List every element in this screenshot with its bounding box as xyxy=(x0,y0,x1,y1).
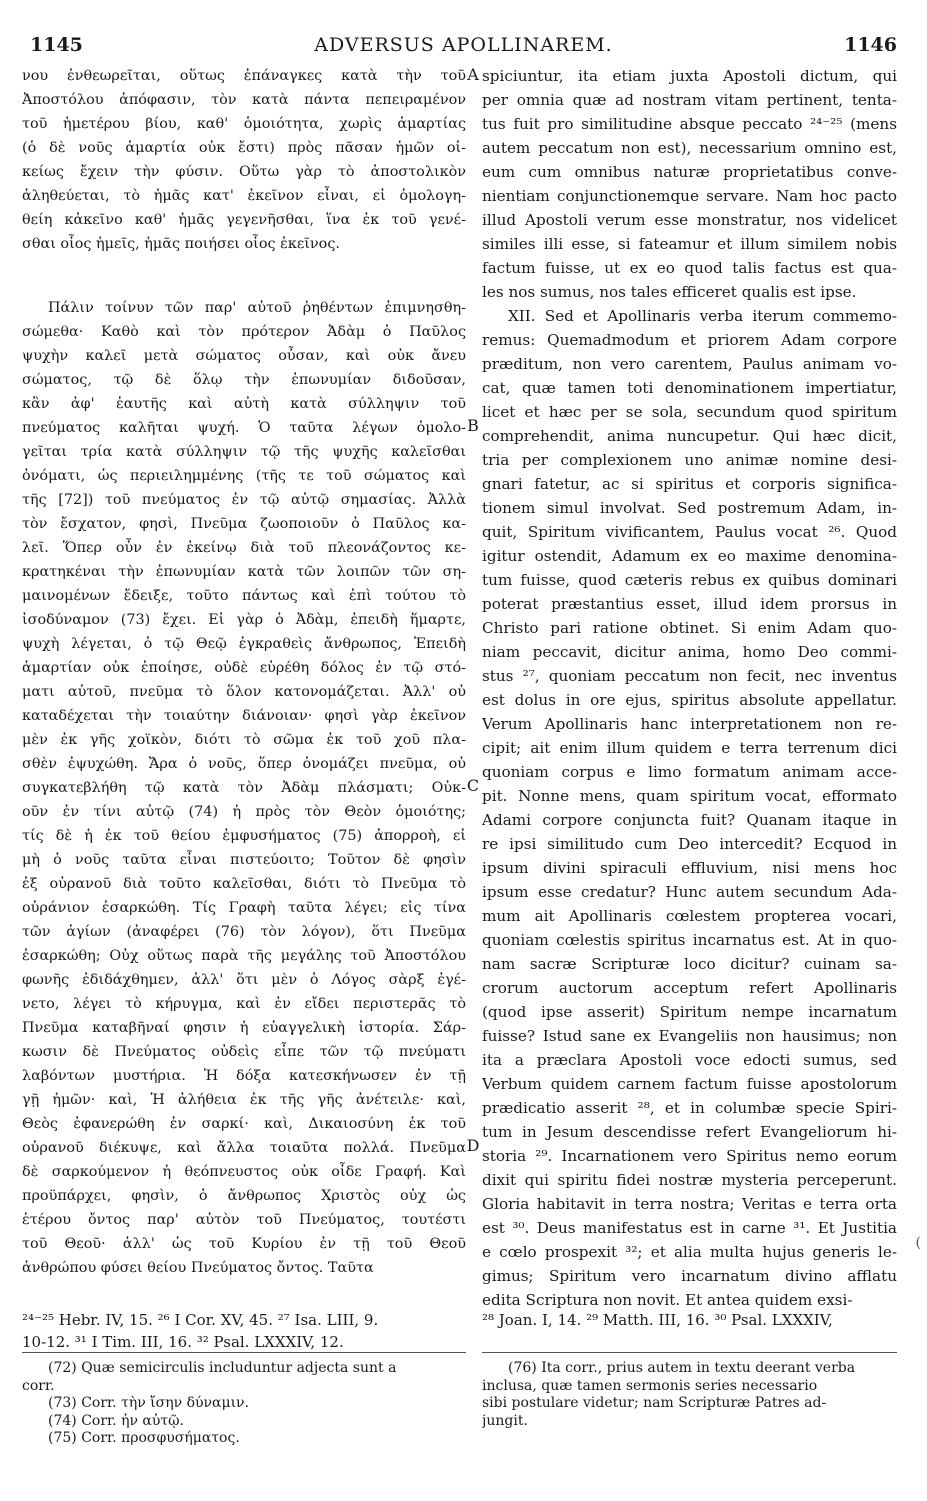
text-line: pit. Nonne mens, quam spiritum vocat, efformato xyxy=(482,787,897,805)
margin-letter-b: B xyxy=(467,416,479,435)
text-line: poterat præstantius esset, illud idem prorsus in xyxy=(482,595,897,613)
text-line: cat, quæ tamen toti denominationem impertiatur, xyxy=(482,379,897,397)
text-line: μαινομένων ἔδειξε, τοῦτο πάντως καὶ ἐπὶ τούτου τὸ xyxy=(22,588,466,604)
text-line: ἀνθρώπου φύσει θείου Πνεύματος ὄντος. Ταῦτα xyxy=(22,1260,374,1276)
text-line: ἐσαρκώθη; Οὐχ οὕτως παρὰ τῆς μεγάλης τοῦ Ἀποστόλου xyxy=(22,948,466,964)
text-line: storia ²⁹. Incarnationem vero Spiritus nemo eorum xyxy=(482,1147,897,1165)
text-line: μὲν ἐκ γῆς χοϊκὸν, διότι τὸ σῶμα ἐκ τοῦ χοῦ πλα- xyxy=(22,732,466,748)
text-line: illud Apostoli verum esse monstratur, nos videlicet xyxy=(482,211,897,229)
text-line: jungit. xyxy=(482,1412,528,1429)
text-line: (74) Corr. ἦν αὐτῷ. xyxy=(48,1412,185,1429)
text-line: sibi postulare videtur; nam Scripturæ Patres ad- xyxy=(482,1395,827,1411)
text-line: (72) Quæ semicirculis includuntur adjecta sunt a xyxy=(48,1360,397,1376)
text-line: καταδέχεται τὴν τοιαύτην διάνοιαν· φησὶ γὰρ ἐκεῖνον xyxy=(22,708,466,724)
text-line: Πνεῦμα καταβῆναί φησιν ἡ εὐαγγελικὴ ἱστορία. Σάρ- xyxy=(22,1020,466,1036)
text-line: tria per complexionem uno animæ nomine desi- xyxy=(482,451,897,469)
text-line: ἑτέρου ὄντος παρ' αὐτὸν τοῦ Πνεύματος, τουτέστι xyxy=(22,1212,466,1228)
text-line: ἀληθεύεται, τὸ ἡμᾶς κατ' ἐκεῖνον εἶναι, εἰ ὁμολογη- xyxy=(22,188,466,204)
text-line: les nos sumus, nos tales efficeret qualis est ipse. xyxy=(482,283,857,301)
text-line: spiciuntur, ita etiam juxta Apostoli dictum, qui xyxy=(482,67,897,85)
right-page-number: 1146 xyxy=(844,34,897,56)
text-line: igitur ostendit, Adamum ex eo maxime denomina- xyxy=(482,547,897,565)
text-line: ita a præclara Apostoli voce edocti sumus, sed xyxy=(482,1051,897,1069)
text-line: σώμεθα· Καθὸ καὶ τὸν πρότερον Ἀδὰμ ὁ Παῦλος xyxy=(22,324,466,340)
text-line: gnari fatetur, ac si spiritus et corporis significa- xyxy=(482,475,897,493)
greek-paragraph-1 xyxy=(22,64,466,256)
scripture-refs-left xyxy=(22,1309,466,1353)
text-line: autem peccatum non est), necessarium omnino est, xyxy=(482,139,897,157)
text-line: οῦν ἐν τίνι αὐτῷ (74) ἡ πρὸς τὸν Θεὸν ὁμοιότης; xyxy=(22,804,466,820)
text-line: re ipsi similitudo cum Deo intercedit? Ecquod in xyxy=(482,835,897,853)
text-line: νου ἐνθεωρεῖται, οὕτως ἐπάναγκες κατὰ τὴν τοῦ xyxy=(22,68,466,84)
text-line: πνεύματος καλῆται ψυχή. Ὁ ταῦτα λέγων ὁμολο- xyxy=(22,420,466,436)
text-line: est ³⁰. Deus manifestatus est in carne ³¹. Et Justitia xyxy=(482,1219,897,1237)
text-line: συγκατεβλήθη τῷ κατὰ τὸν Ἀδὰμ πλάσματι; Οὐκ- xyxy=(22,780,466,796)
text-line: quoniam cœlestis spiritus incarnatus est. At in quo- xyxy=(482,931,897,949)
text-line: προϋπάρχει, φησὶν, ὁ ἄνθρωπος Χριστὸς οὐχ ὡς xyxy=(22,1188,466,1204)
text-line: cipit; ait enim illum quidem e terra terrenum dici xyxy=(482,739,897,757)
text-line: prædicatio asserit ²⁸, et in columbæ specie Spiri- xyxy=(482,1099,897,1117)
text-line: tionem simul involvat. Sed postremum Adam, in- xyxy=(482,499,897,517)
margin-letter-d: D xyxy=(466,1136,480,1155)
text-line: quoniam corpus e limo formatum animam acce- xyxy=(482,763,897,781)
text-line: φωνῆς ἐδιδάχθημεν, ἀλλ' ὅτι μὲν ὁ Λόγος σὰρξ ἐγέ- xyxy=(22,972,466,988)
text-line: Ἀποστόλου ἀπόφασιν, τὸν κατὰ πάντα πεπειραμένον xyxy=(22,92,466,108)
text-line: ψυχὴ λέγεται, ὁ τῷ Θεῷ ἐγκραθεὶς ἄνθρωπος, Ἐπειδὴ xyxy=(22,636,466,652)
text-line: tum fuisse, quod cæteris rebus ex quibus dominari xyxy=(482,571,897,589)
text-line: Verum Apollinaris hanc interpretationem non re- xyxy=(482,715,897,733)
text-line: (76) Ita corr., prius autem in textu deerant verba xyxy=(508,1360,856,1376)
text-line: ipsum esse credatur? Hunc autem secundum Ada- xyxy=(482,883,897,901)
text-line: mum ait Apollinaris cœlestem propterea vocari, xyxy=(482,907,897,925)
footnote-rule-right xyxy=(482,1352,897,1353)
footnote-rule-left xyxy=(22,1352,466,1353)
text-line: ²⁸ Joan. I, 14. ²⁹ Matth. III, 16. ³⁰ Psal. LXXXIV, xyxy=(482,1311,833,1329)
text-line: κωσιν δὲ Πνεύματος οὐδεὶς εἶπε τῶν τῷ πνεύματι xyxy=(22,1044,466,1060)
text-line: κἂν ἀφ' ἑαυτῆς καὶ αὐτὴ κατὰ σύλληψιν τοῦ xyxy=(22,396,466,412)
text-line: νετο, λέγει τὸ κήρυγμα, καὶ ἐν εἴδει περιστερᾶς τὸ xyxy=(22,996,466,1012)
text-line: τίς δὲ ἡ ἐκ τοῦ θείου ἐμφυσήματος (75) ἀπορροὴ, εἰ xyxy=(22,828,466,844)
text-line: ὀνόματι, ὡς περιειλημμένης (τῆς τε τοῦ σώματος καὶ xyxy=(22,468,466,484)
text-line: ipsum divini spiraculi effluvium, nisi mens hoc xyxy=(482,859,897,877)
text-line: Πάλιν τοίνυν τῶν παρ' αὐτοῦ ῥηθέντων ἐπιμνησθη- xyxy=(48,300,466,316)
text-line: tum in Jesum descendisse refert Evangeliorum hi- xyxy=(482,1123,897,1141)
text-line: crorum auctorum acceptum refert Apollinaris xyxy=(482,979,897,997)
text-line: (75) Corr. προσφυσήματος. xyxy=(48,1430,240,1446)
text-line: Verbum quidem carnem factum fuisse apostolorum xyxy=(482,1075,897,1093)
text-line: similes illi esse, si fateamur et illum similem nobis xyxy=(482,235,897,253)
text-line: inclusa, quæ tamen sermonis series necessario xyxy=(482,1377,818,1394)
text-line: δὲ σαρκούμενον ἡ θεόπνευστος οὐκ οἶδε Γραφή. Καὶ xyxy=(22,1164,466,1180)
text-line: τοῦ ἡμετέρου βίου, καθ' ὁμοιότητα, χωρὶς ἁμαρτίας xyxy=(22,116,466,132)
text-line: (73) Corr. τὴν ἴσην δύναμιν. xyxy=(48,1395,250,1411)
text-line: μὴ ὁ νοῦς ταῦτα εἶναι πιστεύοιτο; Τοῦτον δὲ φησὶν xyxy=(22,852,466,868)
text-line: Adami corpore conjuncta fuit? Quanam itaque in xyxy=(482,811,897,829)
text-line: λαβόντων μυστήρια. Ἡ δόξα κατεσκήνωσεν ἐν τῇ xyxy=(22,1068,466,1084)
text-line: corr. xyxy=(22,1377,55,1394)
text-line: ἁμαρτίαν οὐκ ἐποίησε, οὐδὲ εὑρέθη δόλος ἐν τῷ στό- xyxy=(22,660,466,676)
text-line: ψυχὴν καλεῖ μετὰ σώματος οὖσαν, καὶ οὐκ ἄνευ xyxy=(22,348,466,364)
scripture-refs-right xyxy=(482,1309,897,1331)
text-line: stus ²⁷, quoniam peccatum non fecit, nec inventus xyxy=(482,667,897,685)
text-line: γῇ ἡμῶν· καὶ, Ἡ ἀλήθεια ἐκ τῆς γῆς ἀνέτειλε· καὶ, xyxy=(22,1092,466,1108)
text-line: 10-12. ³¹ I Tim. III, 16. ³² Psal. LXXXIV, 12. xyxy=(22,1333,344,1351)
editor-notes-right xyxy=(482,1360,897,1430)
text-line: præditum, non vero carentem, Paulus animam vo- xyxy=(482,355,897,373)
text-line: ἰσοδύναμον (73) ἔχει. Εἰ γὰρ ὁ Ἀδὰμ, ἐπειδὴ ἥμαρτε, xyxy=(22,612,466,628)
text-line: Christo pari ratione obtinet. Si enim Adam quo- xyxy=(482,619,897,637)
text-line: remus: Quemadmodum et priorem Adam corpore xyxy=(482,331,897,349)
greek-paragraph-2 xyxy=(22,296,466,1280)
text-line: Θεὸς ἐφανερώθη ἐν σαρκί· καὶ, Δικαιοσύνη ἐκ τοῦ xyxy=(22,1116,466,1132)
text-line: τῶν ἁγίων (ἀναφέρει (76) τὸν λόγον), ὅτι Πνεῦμα xyxy=(22,924,466,940)
text-line: quit, Spiritum vivificantem, Paulus vocat ²⁶. Quod xyxy=(482,523,897,541)
page-header xyxy=(22,34,905,60)
text-line: (ὁ δὲ νοῦς ἁμαρτία οὐκ ἔστι) πρὸς πᾶσαν ἡμῶν οἰ- xyxy=(22,140,466,156)
running-title: ADVERSUS APOLLINAREM. xyxy=(314,34,613,56)
text-line: eum cum omnibus naturæ proprietatibus conve- xyxy=(482,163,897,181)
text-line: (quod ipse asserit) Spiritum nempe incarnatum xyxy=(482,1003,897,1021)
text-line: factum fuisse, ut ex eo quod talis factus est qua- xyxy=(482,259,897,277)
text-line: ἐξ οὐρανοῦ διὰ τοῦτο καλεῖσθαι, διότι τὸ Πνεῦμα τὸ xyxy=(22,876,466,892)
margin-letter-c: C xyxy=(466,776,480,795)
text-line: per omnia quæ ad nostram vitam pertinent, tenta- xyxy=(482,91,897,109)
text-line: gimus; Spiritum vero incarnatum divino afflatu xyxy=(482,1267,897,1285)
text-line: fuisse? Istud sane ex Evangeliis non hausimus; non xyxy=(482,1027,897,1045)
text-line: θείη κἀκεῖνο καθ' ἡμᾶς γεγενῆσθαι, ἵνα ἐκ τοῦ γενέ- xyxy=(22,212,466,228)
text-line: κρατηκέναι τὴν ἐπωνυμίαν κατὰ τῶν λοιπῶν τῶν ση- xyxy=(22,564,466,580)
text-line: λεῖ. Ὅπερ οὖν ἐν ἐκείνῳ διὰ τοῦ πλεονάζοντος κε- xyxy=(22,540,466,556)
text-line: e cœlo prospexit ³²; et alia multa hujus generis le- xyxy=(482,1243,897,1261)
text-line: nam sacræ Scripturæ loco dicitur? cuinam sa- xyxy=(482,955,897,973)
text-line: est dolus in ore ejus, spiritus absolute appellatur. xyxy=(482,691,897,709)
text-line: οὐράνιον ἐσαρκώθη. Τίς Γραφὴ ταῦτα λέγει; εἰς τίνα xyxy=(22,900,466,916)
text-line: ²⁴⁻²⁵ Hebr. IV, 15. ²⁶ I Cor. XV, 45. ²⁷ Isa. LIII, 9. xyxy=(22,1311,379,1329)
text-line: Gloria habitavit in terra nostra; Veritas e terra orta xyxy=(482,1195,897,1213)
text-line: οὐρανοῦ διέκυψε, καὶ ἄλλα τοιαῦτα πολλά. Πνεῦμα xyxy=(22,1140,466,1156)
text-line: XII. Sed et Apollinaris verba iterum commemo- xyxy=(508,307,897,325)
text-line: γεῖται τρία κατὰ σύλληψιν τῷ τῆς ψυχῆς καλεῖσθαι xyxy=(22,444,466,460)
text-line: σθαι οἷος ἡμεῖς, ἡμᾶς ποιήσει οἷος ἐκεῖνος. xyxy=(22,236,340,252)
text-line: nientiam conjunctionemque servare. Nam hoc pacto xyxy=(482,187,897,205)
text-line: τὸν ἔσχατον, φησὶ, Πνεῦμα ζωοποιοῦν ὁ Παῦλος κα- xyxy=(22,516,466,532)
text-line: τοῦ Θεοῦ· ἀλλ' ὡς τοῦ Κυρίου ἐν τῇ τοῦ Θεοῦ xyxy=(22,1236,466,1252)
text-line: dixit qui spiritu fidei nostræ mysteria perceperunt. xyxy=(482,1171,897,1189)
text-line: ματι αὐτοῦ, πνεῦμα τὸ ὅλον κατονομάζεται. Ἀλλ' οὐ xyxy=(22,684,466,700)
text-line: τῆς [72]) τοῦ πνεύματος ἐν τῷ αὐτῷ σημασίας. Ἀλλὰ xyxy=(22,492,466,508)
text-line: edita Scriptura non novit. Et antea quidem exsi- xyxy=(482,1291,853,1309)
left-page-number: 1145 xyxy=(30,34,83,56)
text-line: comprehendit, anima nuncupetur. Qui hæc dicit, xyxy=(482,427,897,445)
text-line: σώματος, τῷ δὲ ὅλῳ τὴν ἐπωνυμίαν διδοῦσαν, xyxy=(22,372,466,388)
latin-column xyxy=(482,64,897,1312)
editor-notes-left xyxy=(22,1360,466,1448)
text-line: σθὲν ἐψυχώθη. Ἄρα ὁ νοῦς, ὅπερ ὀνομάζει πνεῦμα, οὐ xyxy=(22,756,466,772)
text-line: licet et hæc per se sola, secundum quod spiritum xyxy=(482,403,897,421)
margin-bracket: ( xyxy=(915,1235,921,1251)
margin-letter-a: A xyxy=(467,65,479,84)
text-line: niam peccavit, dicitur anima, homo Deo commi- xyxy=(482,643,897,661)
text-line: κείως ἔχειν τὴν φύσιν. Οὕτω γὰρ τὸ ἀποστολικὸν xyxy=(22,164,466,180)
text-line: tus fuit pro similitudine absque peccato ²⁴⁻²⁵ (mens xyxy=(482,115,897,133)
